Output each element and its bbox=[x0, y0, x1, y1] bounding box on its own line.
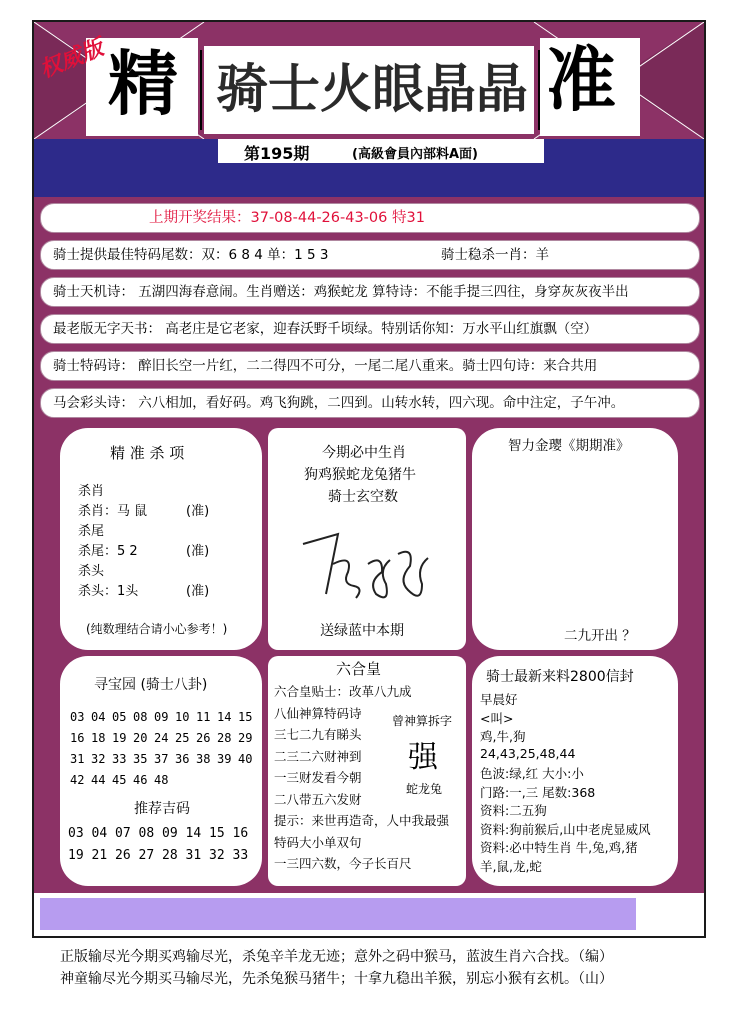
kill-line: 杀头：1头 bbox=[78, 584, 139, 599]
box-title: 曾神算拆字 bbox=[392, 714, 453, 728]
bottom-purple-bar bbox=[40, 898, 636, 930]
number-cell: 03 bbox=[68, 826, 84, 841]
number-cell: 29 bbox=[238, 731, 253, 745]
text-line: 特码大小单双句 bbox=[274, 834, 362, 850]
text-line: 六合皇贴士：改革八九成 bbox=[274, 684, 412, 699]
number-cell: 35 bbox=[133, 752, 148, 766]
text-line: 门路:一,三 尾数:368 bbox=[480, 784, 596, 800]
number-cell: 33 bbox=[232, 848, 249, 863]
kill-line: 杀头 bbox=[78, 564, 105, 579]
number-cell: 05 bbox=[112, 710, 127, 724]
text-line: 八仙神算特码诗 bbox=[274, 705, 362, 721]
number-cell: 46 bbox=[133, 773, 148, 787]
char-right: 准 bbox=[546, 38, 616, 121]
lucky-title: 推荐吉码 bbox=[134, 801, 190, 817]
text-line: 早晨好 bbox=[480, 692, 518, 707]
number-cell: 15 bbox=[209, 826, 225, 841]
text-line: 二八带五六发财 bbox=[274, 791, 362, 807]
last-result-label: 上期开奖结果： bbox=[149, 210, 251, 226]
last-result-value: 37-08-44-26-43-06 特31 bbox=[250, 210, 425, 226]
number-cell: 11 bbox=[196, 710, 211, 724]
kill-line-mark: (准) bbox=[186, 504, 210, 519]
number-cell: 33 bbox=[112, 752, 127, 766]
kill-panel bbox=[60, 428, 262, 650]
kill-line: 杀肖：马 鼠 bbox=[78, 504, 148, 519]
number-cell: 09 bbox=[162, 826, 178, 841]
zodiac-line: 狗鸡猴蛇龙兔猪牛 bbox=[304, 467, 416, 483]
zodiac-line: 今期必中生肖 bbox=[322, 445, 406, 461]
gold-footer: 二九开出 ？ bbox=[564, 628, 636, 644]
kill-panel-title: 精 准 杀 项 bbox=[110, 444, 185, 462]
number-cell: 19 bbox=[68, 848, 84, 863]
box-char: 强 bbox=[408, 740, 438, 775]
number-cell: 03 bbox=[70, 710, 85, 724]
tail-number-row bbox=[40, 240, 700, 270]
latest-title: 骑士最新来料2800信封 bbox=[486, 669, 634, 685]
liuhe-panel bbox=[268, 656, 466, 886]
number-cell: 26 bbox=[115, 848, 131, 863]
text-line: 羊,鼠,龙,蛇 bbox=[480, 858, 542, 874]
box-footer: 蛇龙兔 bbox=[406, 782, 443, 796]
title-divider-left bbox=[200, 50, 202, 130]
poem-text: 骑士天机诗： 五湖四海春意闹。生肖赠送：鸡猴蛇龙 算特诗：不能手提三四往，身穿灰灰夜半出 bbox=[53, 284, 629, 300]
book-text: 最老版无字天书： 高老庄是它老家，迎春沃野千顷绿。特别话你知：万水平山红旗飘（空） bbox=[53, 321, 598, 337]
char-left: 精 bbox=[108, 42, 178, 125]
text-line: 提示：来世再造奇，人中我最强 bbox=[274, 813, 450, 828]
issue-number: 第195期 bbox=[244, 144, 310, 163]
footer-line-1: 正版输尽光今期买鸡输尽光，杀兔辛羊龙无迹；意外之码中猴马，蓝波生肖六合找。（编） bbox=[60, 949, 613, 965]
number-cell: 09 bbox=[154, 710, 169, 724]
number-cell: 04 bbox=[91, 826, 108, 841]
text-line: 一三财发看今朝 bbox=[274, 770, 362, 785]
number-cell: 31 bbox=[70, 752, 85, 766]
number-cell: 28 bbox=[162, 848, 178, 863]
tail-number-text: 骑士提供最佳特码尾数：双：6 8 4 单：1 5 3 bbox=[53, 247, 329, 263]
text-line: 色波:绿,红 大小:小 bbox=[480, 766, 584, 781]
treasure-panel bbox=[60, 656, 262, 886]
number-cell: 24 bbox=[154, 731, 169, 745]
number-cell: 42 bbox=[70, 773, 85, 787]
kill-line-mark: (准) bbox=[186, 584, 210, 599]
gold-panel bbox=[472, 428, 678, 650]
kill-line-mark: (准) bbox=[186, 544, 210, 559]
treasure-title: 寻宝园 (骑士八卦) bbox=[94, 677, 208, 693]
number-cell: 08 bbox=[133, 710, 148, 724]
number-cell: 25 bbox=[175, 731, 190, 745]
number-cell: 27 bbox=[138, 848, 155, 863]
text-line: 一三四六数，今子长百尺 bbox=[274, 856, 412, 871]
number-cell: 14 bbox=[185, 826, 202, 841]
title-divider-right bbox=[538, 50, 540, 130]
number-cell: 21 bbox=[91, 848, 108, 863]
issue-subtitle: (高級會員內部料A面) bbox=[352, 147, 478, 162]
number-cell: 16 bbox=[70, 731, 85, 745]
text-line: 24,43,25,48,44 bbox=[480, 745, 576, 761]
book-row bbox=[40, 314, 700, 344]
text-line: 二三二六财神到 bbox=[274, 748, 362, 764]
number-cell: 15 bbox=[238, 710, 253, 724]
horse-poem-text: 马会彩头诗： 六八相加，看好码。鸡飞狗跳，二四到。山转水转，四六现。命中注定，子午冲。 bbox=[53, 395, 625, 411]
number-cell: 36 bbox=[175, 752, 190, 766]
number-cell: 38 bbox=[196, 752, 211, 766]
number-cell: 16 bbox=[232, 826, 249, 841]
latest-panel bbox=[472, 656, 678, 886]
number-cell: 18 bbox=[91, 731, 106, 745]
kill-zodiac-text: 骑士稳杀一肖：羊 bbox=[441, 247, 549, 263]
text-line: 鸡,牛,狗 bbox=[480, 729, 526, 744]
footer-line-2: 神童输尽光今期买马输尽光，先杀兔猴马猪牛；十拿九稳出羊猴，别忘小猴有玄机。（山） bbox=[60, 971, 613, 987]
number-cell: 14 bbox=[217, 710, 232, 724]
number-cell: 26 bbox=[196, 731, 211, 745]
zodiac-panel bbox=[268, 428, 466, 650]
text-line: 三七二九有睇头 bbox=[274, 727, 362, 742]
number-cell: 44 bbox=[91, 773, 106, 787]
number-cell: 08 bbox=[138, 826, 155, 841]
kill-line: 杀尾：5 2 bbox=[78, 544, 138, 559]
number-cell: 28 bbox=[217, 731, 232, 745]
number-cell: 19 bbox=[112, 731, 127, 745]
liuhe-title: 六合皇 bbox=[336, 660, 382, 678]
number-cell: 20 bbox=[133, 731, 148, 745]
special-poem-text: 骑士特码诗： 醉旧长空一片红，二二得四不可分，一尾二尾八重来。骑士四句诗：来合共用 bbox=[53, 358, 598, 374]
poem-row bbox=[40, 277, 700, 307]
handwritten-number bbox=[298, 524, 438, 614]
number-cell: 04 bbox=[91, 710, 106, 724]
zodiac-line: 骑士玄空数 bbox=[328, 489, 398, 505]
number-cell: 10 bbox=[175, 710, 190, 724]
horse-poem-row bbox=[40, 388, 700, 418]
number-cell: 07 bbox=[115, 826, 131, 841]
last-result-row bbox=[40, 203, 700, 233]
number-cell: 40 bbox=[238, 752, 253, 766]
zodiac-footer: 送绿蓝中本期 bbox=[320, 623, 404, 639]
stamp-text: 权威版 bbox=[36, 34, 108, 84]
number-cell: 39 bbox=[217, 752, 232, 766]
text-line: 资料:二五狗 bbox=[480, 803, 547, 818]
number-cell: 32 bbox=[91, 752, 106, 766]
kill-note: (纯数理结合请小心参考！) bbox=[86, 622, 228, 636]
kill-line: 杀尾 bbox=[78, 524, 105, 539]
number-cell: 37 bbox=[154, 752, 169, 766]
number-cell: 45 bbox=[112, 773, 127, 787]
number-cell: 32 bbox=[209, 848, 225, 863]
number-cell: 31 bbox=[185, 848, 202, 863]
kill-line: 杀肖 bbox=[78, 484, 105, 499]
special-poem-row bbox=[40, 351, 700, 381]
text-line: 资料:必中特生肖 牛,兔,鸡,猪 bbox=[480, 840, 638, 855]
number-cell: 48 bbox=[154, 773, 169, 787]
gold-title: 智力金璎《期期准》 bbox=[508, 438, 630, 454]
page-title: 骑士火眼晶晶 bbox=[216, 59, 529, 120]
text-line: <叫> bbox=[480, 710, 514, 726]
text-line: 资料:狗前猴后,山中老虎显威风 bbox=[480, 821, 651, 837]
